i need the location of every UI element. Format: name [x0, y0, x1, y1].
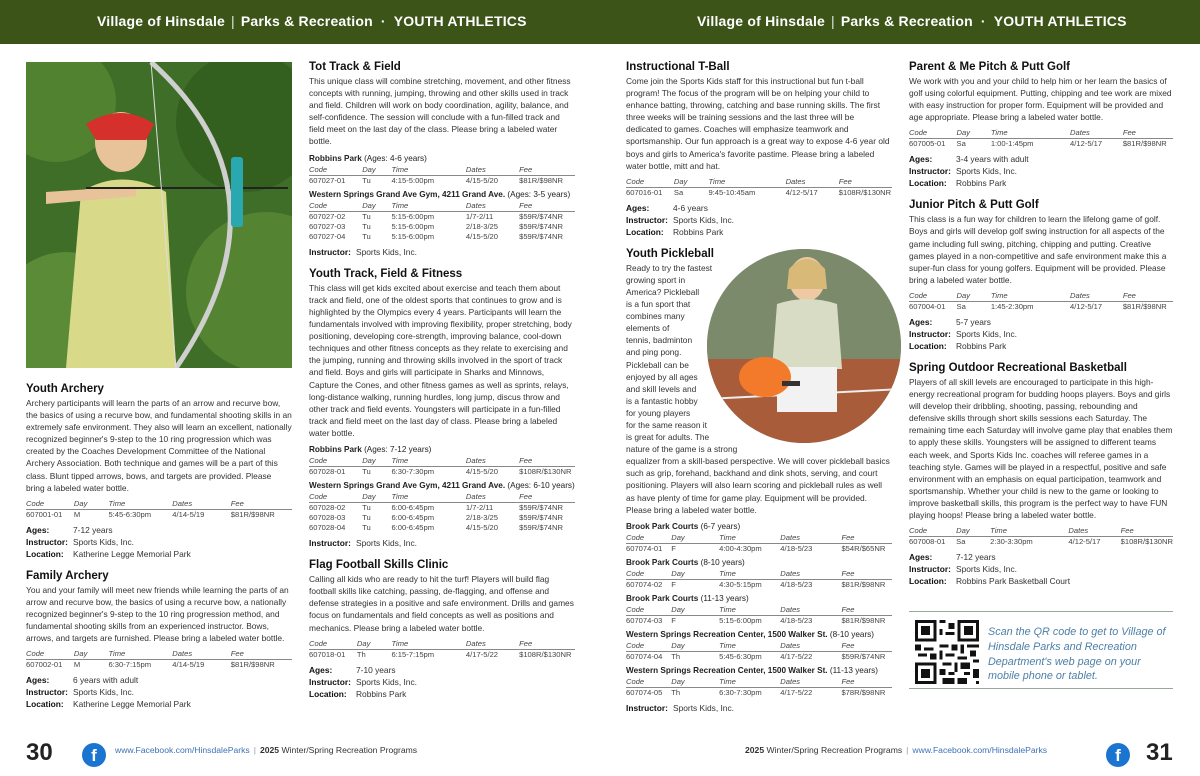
- column-2: [309, 60, 575, 700]
- youth-track-table-1: [309, 456, 575, 477]
- pickleball-table-4: [626, 641, 892, 662]
- tot-track-instructor: Instructor: Sports Kids, Inc.: [309, 246, 417, 257]
- table-header: Code Day Time Dates Fee: [626, 677, 892, 688]
- group-title: Robbins Park (Ages: 4-6 years): [309, 153, 427, 163]
- table-header: Code Day Time Dates Fee: [626, 533, 892, 544]
- table-header: Code Day Time Dates Fee: [626, 569, 892, 580]
- table-row: 607074-05 Th 6:30-7:30pm 4/17-5/22 $78R/$98NR: [626, 688, 886, 698]
- basketball-title: Spring Outdoor Recreational Basketball: [909, 361, 1127, 374]
- header-org: Village of Hinsdale: [697, 13, 826, 29]
- parent-golf-ages: Ages: 3-4 years with adult: [909, 154, 1029, 165]
- parent-golf-instructor: Instructor: Sports Kids, Inc.: [909, 166, 1017, 177]
- tot-track-title: Tot Track & Field: [309, 61, 401, 73]
- table-header: Code Day Time Dates Fee: [626, 177, 892, 188]
- tball-table: [626, 177, 892, 198]
- group-title: Western Springs Grand Ave Gym, 4211 Grand Ave. (Ages: 3-5 years): [309, 189, 571, 199]
- table-row: 607002-01 M 6:30-7:15pm 4/14-5/19 $81R/$98NR: [26, 660, 275, 670]
- pickleball-table-5: [626, 677, 892, 698]
- group-title: Brook Park Courts (11-13 years): [626, 593, 749, 603]
- header-bar: [0, 0, 1200, 44]
- page-number-right: 31: [1146, 739, 1173, 766]
- pickleball-instructor: Instructor: Sports Kids, Inc.: [626, 703, 734, 714]
- pickleball-table-3: [626, 605, 892, 626]
- column-3: [626, 60, 892, 714]
- table-row: 607074-03 F 5:15-6:00pm 4/18-5/23 $81R/$98NR: [626, 616, 886, 625]
- table-row: 607074-02 F 4:30-5:15pm 4/18-5/23 $81R/$98NR: [626, 579, 886, 589]
- youth-archery-table: [26, 499, 292, 520]
- facebook-icon[interactable]: f: [82, 743, 106, 767]
- table-row: 607027-04 Tu 5:15-6:00pm 4/15-5/20 $59R/$74NR: [309, 231, 563, 241]
- table-header: Code Day Time Dates Fee: [309, 456, 575, 467]
- table-row: 607074-01 F 4:00-4:30pm 4/18-5/23 $54R/$65NR: [626, 543, 886, 553]
- parent-golf-table: [909, 128, 1173, 149]
- facebook-icon[interactable]: f: [1106, 743, 1130, 767]
- table-header: Code Day Time Dates Fee: [309, 165, 575, 176]
- flag-football-ages: Ages: 7-10 years: [309, 664, 396, 675]
- header-dept: Parks & Recreation: [240, 13, 373, 29]
- junior-golf-location: Location: Robbins Park: [909, 340, 1007, 351]
- family-archery-title: Family Archery: [26, 569, 109, 582]
- group-title: Western Springs Recreation Center, 1500 Walker St. (11-13 years): [626, 666, 878, 676]
- flag-football-location: Location: Robbins Park: [309, 688, 407, 699]
- table-row: 607016-01 Sa 9:45-10:45am 4/12-5/17 $108R/$130NR: [626, 187, 892, 197]
- header-right: Village of Hinsdale | Parks & Recreation · YOUTH ATHLETICS: [697, 13, 1127, 29]
- table-row: 607074-04 Th 5:45-6:30pm 4/17-5/22 $59R/$74NR: [626, 652, 886, 662]
- footer-left: www.Facebook.com/HinsdaleParks | 2025 Winter/Spring Recreation Programs: [115, 745, 418, 755]
- table-row: 607028-02 Tu 6:00-6:45pm 1/7-2/11 $59R/$74NR: [309, 503, 563, 513]
- qr-box: [909, 611, 1173, 689]
- group-title: Western Springs Grand Ave Gym, 4211 Grand Ave. (Ages: 6-10 years): [309, 481, 575, 491]
- youth-archery-title: Youth Archery: [26, 383, 104, 395]
- table-header: Code Day Time Dates Fee: [309, 492, 575, 503]
- junior-golf-title: Junior Pitch & Putt Golf: [909, 199, 1039, 212]
- family-archery-table: [26, 649, 292, 670]
- family-archery-instructor: Instructor: Sports Kids, Inc.: [26, 687, 134, 698]
- basketball-table: [909, 526, 1173, 547]
- page-number-left: 30: [26, 739, 53, 766]
- header-left: Village of Hinsdale | Parks & Recreation · YOUTH ATHLETICS: [97, 13, 527, 29]
- table-header: Code Day Time Dates Fee: [309, 639, 575, 650]
- table-row: 607018-01 Th 6:15-7:15pm 4/17-5/22 $108R/$130NR: [309, 649, 572, 659]
- tball-instructor: Instructor: Sports Kids, Inc.: [626, 214, 734, 225]
- table-header: Code Day Time Dates Fee: [909, 526, 1173, 537]
- basketball-instructor: Instructor: Sports Kids, Inc.: [909, 564, 1017, 575]
- flag-football-instructor: Instructor: Sports Kids, Inc.: [309, 676, 417, 687]
- youth-archery-desc: Archery participants will learn the parts of an arrow and recurve bow, the basics of using a recurve bow, and fundamental shooting skills in an extremely safe environment. They also will learn an excellent, nationally recognized beginner's 9-step to the 10 ring progression which was created by the Coaches Development Committee of the National Archery Association. Both technique and games will be a part of this class. Blunt tipped arrows, bows, and targets are provided. Please bring a labeled water bottle.: [26, 398, 292, 493]
- youth-archery-location: Location: Katherine Legge Memorial Park: [26, 548, 191, 559]
- header-dept: Parks & Recreation: [840, 13, 973, 29]
- junior-golf-instructor: Instructor: Sports Kids, Inc.: [909, 328, 1017, 339]
- group-title: Western Springs Recreation Center, 1500 Walker St. (8-10 years): [626, 630, 874, 639]
- tot-track-table-1: [309, 165, 575, 186]
- table-row: 607005-01 Sa 1:00-1:45pm 4/12-5/17 $81R/$98NR: [909, 139, 1167, 149]
- parent-golf-title: Parent & Me Pitch & Putt Golf: [909, 61, 1071, 73]
- youth-track-table-2: [309, 492, 575, 533]
- footer-right: 2025 Winter/Spring Recreation Programs | www.Facebook.com/HinsdaleParks: [745, 745, 1048, 755]
- table-header: Code Day Time Dates Fee: [909, 291, 1173, 302]
- flag-football-table: [309, 639, 575, 660]
- table-row: 607027-03 Tu 5:15-6:00pm 2/18-3/25 $59R/$74NR: [309, 221, 563, 231]
- table-header: Code Day Time Dates Fee: [626, 641, 892, 652]
- group-title: Brook Park Courts (8-10 years): [626, 557, 745, 567]
- family-archery-desc: You and your family will meet new friends while learning the parts of an arrow and recurve bow, the basics of using a recurve bow, a nationally recognized beginner's 9-step to the 10 ring progression method, and fundamental shooting skills from an experienced instructor. Bows, arrows, and targets are furnished. Please bring a labeled water bottle.: [26, 584, 289, 644]
- table-header: Code Day Time Dates Fee: [26, 499, 292, 510]
- header-section: YOUTH ATHLETICS: [393, 13, 527, 29]
- pickleball-table-1: [626, 533, 892, 554]
- youth-archery-ages: Ages: 7-12 years: [26, 524, 113, 535]
- pickleball-table-2: [626, 569, 892, 590]
- parent-golf-desc: We work with you and your child to help him or her learn the basics of golf using colorful equipment. Putting, chipping and tee work are mixed with easy instruction for proper form. Equipment will be provided and age appropriate. Please bring a labeled water bottle.: [909, 76, 1172, 123]
- table-row: 607028-01 Tu 6:30-7:30pm 4/15-5/20 $108R/$130NR: [309, 467, 572, 477]
- table-header: Code Day Time Dates Fee: [909, 128, 1173, 139]
- qr-caption: Scan the QR code to get to Village of Hinsdale Parks and Recreation Department's web page on your mobile phone or tablet.: [988, 626, 1166, 683]
- group-title: Brook Park Courts (6-7 years): [626, 521, 741, 531]
- youth-track-title: Youth Track, Field & Fitness: [309, 267, 463, 280]
- junior-golf-desc: This class is a fun way for children to learn the lifelong game of golf. Boys and girls will develop golf swing instruction for all aspects of the game including full swing, pitching, chipping and putting. Creative games played in a non-competitive and safe environment make this a super-fun class for young golfers. Equipment will be provided. Please bring a labeled water bottle.: [909, 214, 1167, 285]
- table-row: 607027-01 Tu 4:15-5:00pm 4/15-5/20 $81R/$98NR: [309, 175, 563, 185]
- table-row: 607008-01 Sa 2:30-3:30pm 4/12-5/17 $108R/$130NR: [909, 537, 1173, 547]
- table-header: Code Day Time Dates Fee: [626, 605, 892, 616]
- tot-track-desc: This unique class will combine stretching, movement, and other fitness concepts with running, jumping, throwing and other skills used in track and field. Children will work on body coordination, agility, balance, and self-confidence. The session will conclude with a fun-filled track and field meet on the last day of the class. Please bring a labeled water bottle.: [309, 76, 571, 147]
- header-section: YOUTH ATHLETICS: [993, 13, 1127, 29]
- table-header: Code Day Time Dates Fee: [309, 201, 575, 212]
- youth-archery-instructor: Instructor: Sports Kids, Inc.: [26, 536, 134, 547]
- pickleball-desc: Ready to try the fastest growing sport in America? Pickleball is a fun sport that combines many elements of tennis, badminton and ping pong. Pickleball can be enjoyed by all ages and skill levels and is a fantastic hobby for young players for the same reason it is great for adults. The nature of the game is a strong equalizer from a skill-based perspective. We will cover pickleball basics such as grip, forehand, backhand and dink shots, serving, and court positioning. Players will also learn scoring and pickleball rules as well as have plenty of time for game play. Equipment will be provided. Please bring a labeled water bottle.: [626, 262, 890, 515]
- archery-photo: [26, 62, 292, 368]
- facebook-link[interactable]: www.Facebook.com/HinsdaleParks: [115, 745, 250, 755]
- family-archery-ages: Ages: 6 years with adult: [26, 675, 139, 686]
- tball-location: Location: Robbins Park: [626, 226, 724, 237]
- basketball-location: Location: Robbins Park Basketball Court: [909, 576, 1071, 587]
- table-row: 607028-03 Tu 6:00-6:45pm 2/18-3/25 $59R/$74NR: [309, 513, 563, 523]
- table-row: 607001-01 M 5:45-6:30pm 4/14-5/19 $81R/$98NR: [26, 509, 275, 519]
- tball-desc: Come join the Sports Kids staff for this instructional but fun t-ball program! The focus of the program will be on helping your child to enhance batting, throwing, catching and base running skills. The first three weeks will be training sessions and the last three will be dedicated to games. Coaches will emphasize teamwork and sportsmanship. Our fun approach is a great way to expose 4-6 year old boys and girls to America's favorite pastime. Please bring a labeled water bottle, mitt and hat.: [626, 76, 890, 171]
- facebook-link[interactable]: www.Facebook.com/HinsdaleParks: [912, 745, 1048, 755]
- basketball-desc: Players of all skill levels are encouraged to participate in this high-energy recreational program for budding hoops players. Boys and girls will develop their dribbling, shooting, passing, rebounding and defensive skills through short skills sessions each Saturday. The remaining time each Saturday will involve game play that enables them to apply these skills. Youngsters will be assigned to different teams each week, and Sports Kids Inc. coaches will referee games in a teaching style. Games will be played in a respectful, positive and safe environment with an emphasis on equal participation, teamwork and sportsmanship. Whether your child is new to the game or looking to improve basketball skills, this program is the perfect way to have FUN playing hoops! Please bring a labeled water bottle.: [909, 376, 1173, 520]
- column-1: [26, 382, 292, 710]
- column-4: [909, 60, 1173, 587]
- flag-football-desc: Calling all kids who are ready to hit the turf! Players will build flag football skills like catching, passing, de-flagging, and offense and defense strategies in a positive and safe environment. Drills and games focus on fundamentals and field concepts as well as positions and mechanics. Please bring a labeled water bottle.: [309, 574, 574, 633]
- junior-golf-table: [909, 291, 1173, 312]
- pickleball-title: Youth Pickleball: [626, 247, 714, 260]
- header-org: Village of Hinsdale: [97, 13, 226, 29]
- qr-code[interactable]: [915, 620, 979, 684]
- tball-title: Instructional T-Ball: [626, 61, 730, 73]
- youth-track-desc: This class will get kids excited about exercise and teach them about track and field, one of the oldest sports that continues to grow and is highlighted by the Olympics every 4 years. Participants will learn the fundamentals involved with improving flexibility, proper stretching, body positioning, developing core-strength, improving balance, cool-down techniques and other fitness concepts as they relate to exercising and the jumping, running and throwing skills involved in the sport of track and field. Boys and girls will participate in Sharks and Minnows, Capture the Cones, and other fitness games as well as sprints, relays, long-distance walking, running hurdles, long jump, discus throw and other track and field events. Youngsters will participate in a fun-filled track and field meet on the last day of class. Please bring a labeled water bottle.: [309, 282, 572, 438]
- group-title: Robbins Park (Ages: 7-12 years): [309, 444, 432, 454]
- table-header: Code Day Time Dates Fee: [26, 649, 292, 660]
- junior-golf-ages: Ages: 5-7 years: [909, 316, 991, 327]
- parent-golf-location: Location: Robbins Park: [909, 178, 1007, 189]
- flag-football-title: Flag Football Skills Clinic: [309, 559, 449, 572]
- table-row: 607004-01 Sa 1:45-2:30pm 4/12-5/17 $81R/$98NR: [909, 301, 1167, 311]
- tot-track-table-2: [309, 201, 575, 242]
- tball-ages: Ages: 4-6 years: [626, 202, 708, 213]
- family-archery-location: Location: Katherine Legge Memorial Park: [26, 699, 191, 710]
- table-row: 607028-04 Tu 6:00-6:45pm 4/15-5/20 $59R/$74NR: [309, 523, 563, 533]
- basketball-ages: Ages: 7-12 years: [909, 552, 996, 563]
- youth-track-instructor: Instructor: Sports Kids, Inc.: [309, 538, 417, 549]
- table-row: 607027-02 Tu 5:15-6:00pm 1/7-2/11 $59R/$74NR: [309, 211, 563, 221]
